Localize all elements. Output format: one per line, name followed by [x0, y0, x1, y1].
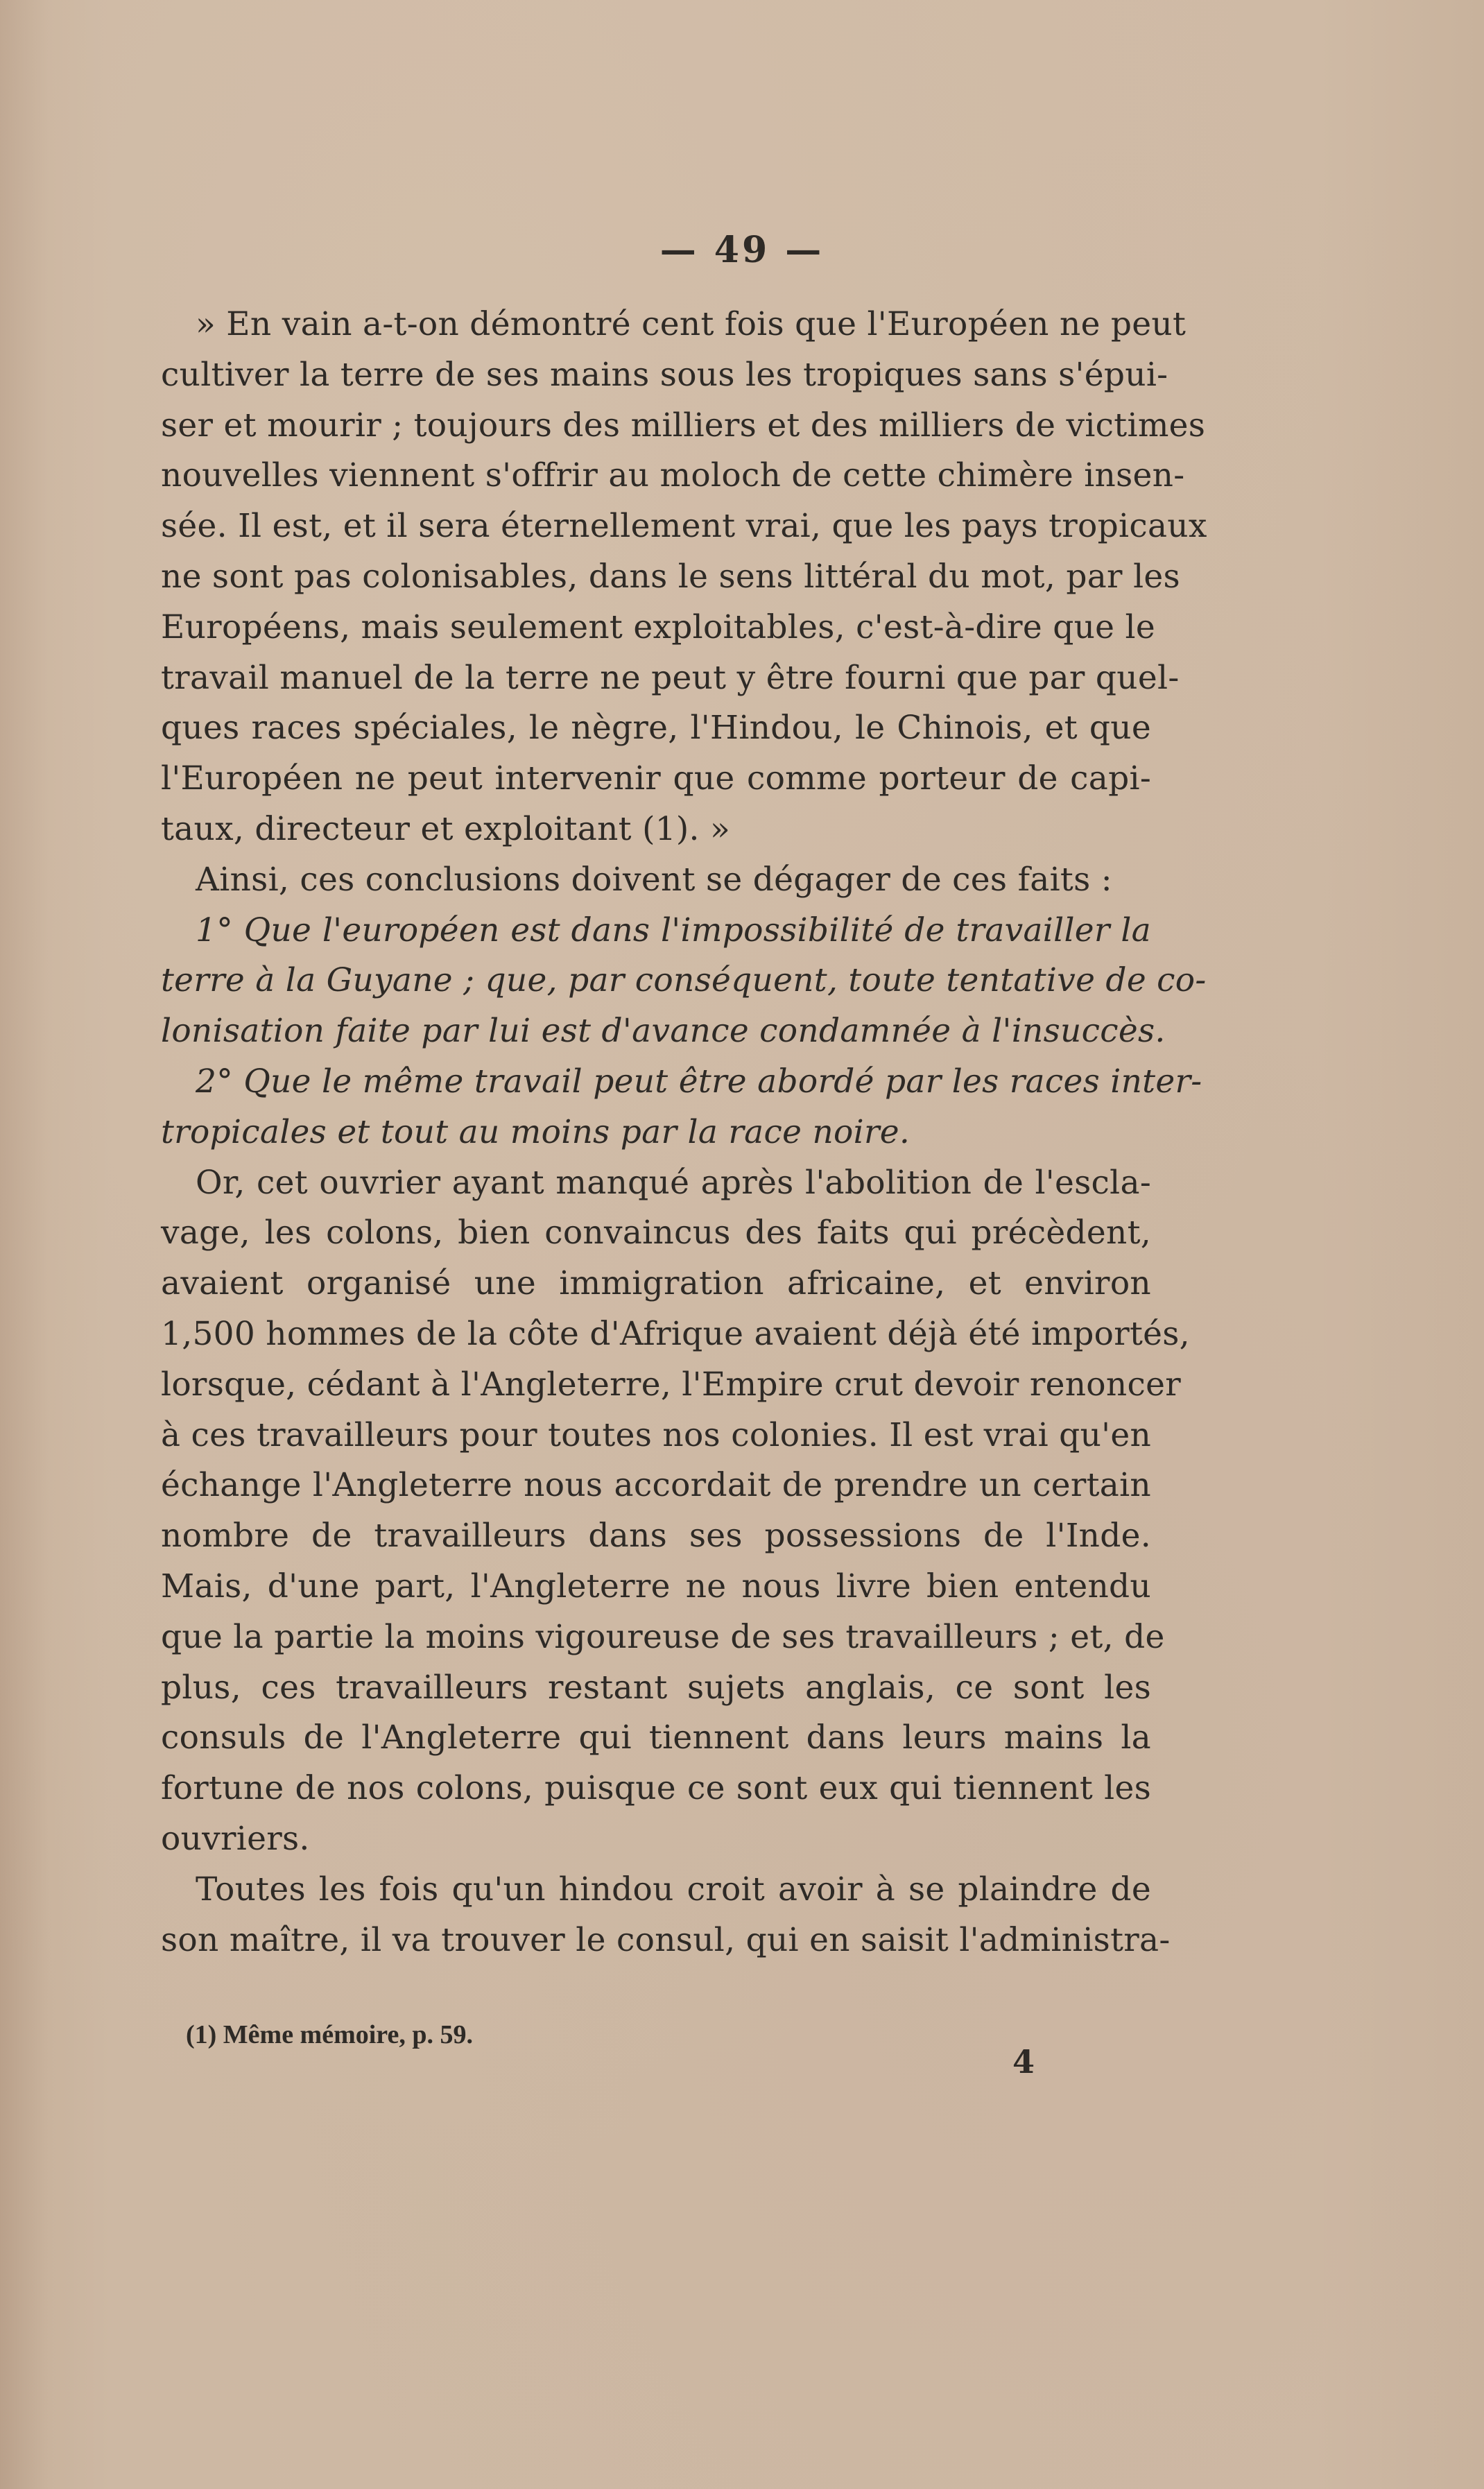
text-line: ques races spéciales, le nègre, l'Hindou, le Chinois, et que	[161, 709, 1151, 748]
text-line: travail manuel de la terre ne peut y être fourni que par quel-	[161, 658, 1180, 697]
text-line: ser et mourir ; toujours des milliers et des milliers de victimes	[161, 406, 1206, 445]
text-line: Toutes les fois qu'un hindou croit avoir à se plaindre de	[196, 1870, 1151, 1909]
text-line: 1° Que l'européen est dans l'impossibilité de travailler la	[196, 911, 1151, 949]
text-line: 2° Que le même travail peut être abordé par les races inter-	[196, 1062, 1202, 1101]
text-line: Ainsi, ces conclusions doivent se dégager de ces faits :	[196, 860, 1112, 899]
text-line: sée. Il est, et il sera éternellement vrai, que les pays tropicaux	[161, 507, 1207, 546]
text-line: son maître, il va trouver le consul, qui en saisit l'administra-	[161, 1920, 1171, 1959]
body-text	[161, 300, 1207, 1965]
text-line: taux, directeur et exploitant (1). »	[161, 809, 731, 848]
text-line: lorsque, cédant à l'Angleterre, l'Empire crut devoir renoncer	[161, 1365, 1181, 1404]
text-line: plus, ces travailleurs restant sujets anglais, ce sont les	[161, 1668, 1151, 1707]
text-line: nombre de travailleurs dans ses possessions de l'Inde.	[161, 1517, 1151, 1556]
text-line: » En vain a-t-on démontré cent fois que l'Européen ne peut	[196, 305, 1187, 343]
text-line: que la partie la moins vigoureuse de ses travailleurs ; et, de	[161, 1617, 1165, 1656]
footnote: (1) Même mémoire, p. 59.	[186, 2020, 473, 2049]
text-line: lonisation faite par lui est d'avance condamnée à l'insuccès.	[161, 1012, 1166, 1051]
text-line: ne sont pas colonisables, dans le sens littéral du mot, par les	[161, 557, 1180, 596]
text-line: ouvriers.	[161, 1819, 310, 1858]
text-line: fortune de nos colons, puisque ce sont eux qui tiennent les	[161, 1769, 1151, 1808]
text-line: nouvelles viennent s'offrir au moloch de cette chimère insen-	[161, 456, 1185, 495]
text-line: à ces travailleurs pour toutes nos colonies. Il est vrai qu'en	[161, 1415, 1152, 1454]
text-line: vage, les colons, bien convaincus des faits qui précèdent,	[161, 1214, 1151, 1252]
text-line: 1,500 hommes de la côte d'Afrique avaient déjà été importés,	[161, 1314, 1190, 1353]
text-line: tropicales et tout au moins par la race noire.	[161, 1112, 911, 1151]
page-number: — 49 —	[659, 229, 825, 271]
text-line: échange l'Angleterre nous accordait de prendre un certain	[161, 1466, 1151, 1505]
text-line: Européens, mais seulement exploitables, c'est-à-dire que le	[161, 608, 1155, 646]
text-line: Or, cet ouvrier ayant manqué après l'abolition de l'escla-	[196, 1163, 1151, 1202]
text-line: terre à la Guyane ; que, par conséquent, toute tentative de co-	[161, 961, 1207, 1000]
signature-mark: 4	[1012, 2043, 1035, 2081]
text-line: cultiver la terre de ses mains sous les tropiques sans s'épui-	[161, 355, 1168, 394]
text-line: Mais, d'une part, l'Angleterre ne nous livre bien entendu	[161, 1567, 1151, 1605]
text-line: avaient organisé une immigration africaine, et environ	[161, 1264, 1151, 1303]
text-line: consuls de l'Angleterre qui tiennent dans leurs mains la	[161, 1719, 1151, 1757]
text-line: l'Européen ne peut intervenir que comme porteur de capi-	[161, 759, 1151, 798]
